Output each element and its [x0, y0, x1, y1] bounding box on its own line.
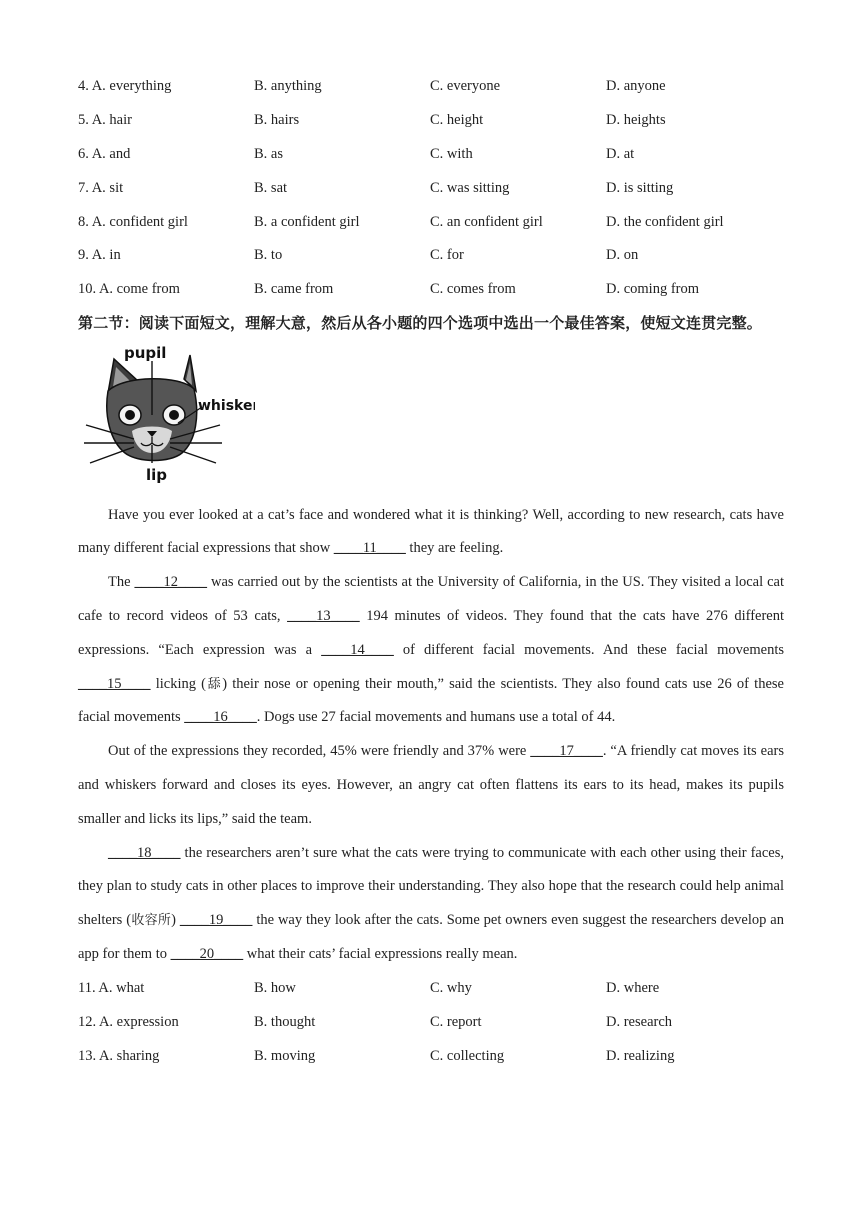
option-d: D. is sitting [606, 179, 674, 196]
option-a: 4. A. everything [78, 78, 172, 95]
option-c: C. report [430, 1013, 482, 1030]
option-a: 7. A. sit [78, 179, 124, 196]
option-a: 10. A. come from [78, 281, 180, 298]
option-b: B. hairs [254, 112, 300, 129]
pupil-label: pupil [124, 344, 167, 362]
option-b: B. sat [254, 179, 288, 196]
option-a: 5. A. hair [78, 112, 132, 129]
question-4-options [78, 70, 784, 104]
option-b: B. to [254, 247, 283, 264]
option-c: C. collecting [430, 1047, 505, 1064]
paragraph-2: The ____12____ was carried out by the scientists at the University of California, in the US. They visited a local cat cafe to record videos of 53 cats, ____13____ 194 minutes of videos. They found that the cats have 276 different expressions. “Each expression was a ____14____ of different facial movements. And these facial movements ____15____ licking (舔) their nose or opening their mouth,” said the scientists. They also found cats use 26 of these facial movements ____16____. Dogs use 27 facial movements and humans use a total of 44. [78, 574, 785, 726]
question-11-options [78, 972, 784, 1006]
option-d: D. research [606, 1013, 673, 1030]
option-d: D. on [606, 247, 639, 264]
question-5-options [78, 104, 784, 138]
option-b: B. as [254, 145, 283, 162]
question-7-options [78, 171, 784, 205]
option-d: D. heights [606, 112, 666, 129]
paragraph-1: Have you ever looked at a cat’s face and wondered what it is thinking? Well, according to new research, cats have many different facial expressions that show ____11____ they are feeling. [78, 506, 784, 557]
option-c: C. was sitting [430, 179, 510, 196]
blank-16: ____16____ [184, 709, 257, 726]
option-b: B. came from [254, 281, 334, 298]
option-c: C. an confident girl [430, 213, 543, 230]
option-b: B. a confident girl [254, 213, 360, 230]
option-a: 13. A. sharing [78, 1047, 160, 1064]
question-6-options [78, 138, 784, 172]
document-page [78, 70, 784, 1073]
question-12-options [78, 1006, 784, 1040]
paragraph-3: Out of the expressions they recorded, 45% were friendly and 37% were ____17____. “A friendly cat moves its ears and whiskers forward and closes its eyes. However, an angry cat often flattens its ears to its head, makes its pupils smaller and licks its lips,” said the team. [78, 743, 785, 827]
blank-11: ____11____ [333, 540, 406, 557]
options-block-2 [78, 972, 784, 1073]
option-b: B. moving [254, 1047, 316, 1064]
whisker-label: whisker [198, 397, 255, 414]
question-10-options [78, 273, 784, 307]
option-a: 8. A. confident girl [78, 213, 188, 230]
option-c: C. for [430, 247, 464, 264]
blank-19: ____19____ [179, 912, 253, 929]
option-d: D. coming from [606, 281, 700, 298]
lip-label: lip [146, 465, 168, 484]
option-d: D. at [606, 145, 635, 162]
cat-face-figure [80, 345, 255, 487]
section-2-heading: 第二节：阅读下面短文，理解大意，然后从各小题的四个选项中选出一个最佳答案，使短文连贯完整。 [78, 313, 763, 332]
blank-20: ____20____ [170, 945, 244, 962]
option-a: 6. A. and [78, 145, 131, 162]
option-a: 11. A. what [78, 980, 145, 997]
question-8-options [78, 205, 784, 239]
option-c: C. everyone [430, 78, 501, 95]
option-b: B. thought [254, 1013, 316, 1030]
blank-18: ____18____ [108, 844, 181, 861]
paragraph-4: ____18____ the researchers aren’t sure what the cats were trying to communicate with each other using their faces, they plan to study cats in other places to improve their understanding. They also hope that the research could help animal shelters (收容所) ____19____ the way they look after the cats. Some pet owners even suggest the researchers develop an app for them to ____20____ what their cats’ facial expressions really mean. [78, 844, 784, 962]
option-b: B. how [254, 980, 296, 997]
blank-13: ____13____ [287, 607, 360, 624]
blank-14: ____14____ [321, 641, 394, 658]
option-c: C. comes from [430, 281, 516, 298]
cat-face-illustration [80, 345, 255, 487]
blank-15: ____15____ [78, 675, 151, 692]
option-d: D. anyone [606, 78, 666, 95]
option-d: D. where [606, 980, 660, 997]
option-a: 12. A. expression [78, 1013, 179, 1030]
blank-12: ____12____ [134, 574, 208, 591]
question-13-options [78, 1039, 784, 1073]
option-c: C. with [430, 145, 473, 162]
option-d: D. realizing [606, 1047, 675, 1064]
blank-17: ____17____ [530, 743, 603, 760]
reading-passage [78, 499, 784, 972]
option-c: C. why [430, 980, 472, 997]
option-a: 9. A. in [78, 247, 121, 264]
question-9-options [78, 239, 784, 273]
options-block-1 [78, 70, 784, 307]
option-b: B. anything [254, 78, 322, 95]
option-d: D. the confident girl [606, 213, 724, 230]
option-c: C. height [430, 112, 484, 129]
